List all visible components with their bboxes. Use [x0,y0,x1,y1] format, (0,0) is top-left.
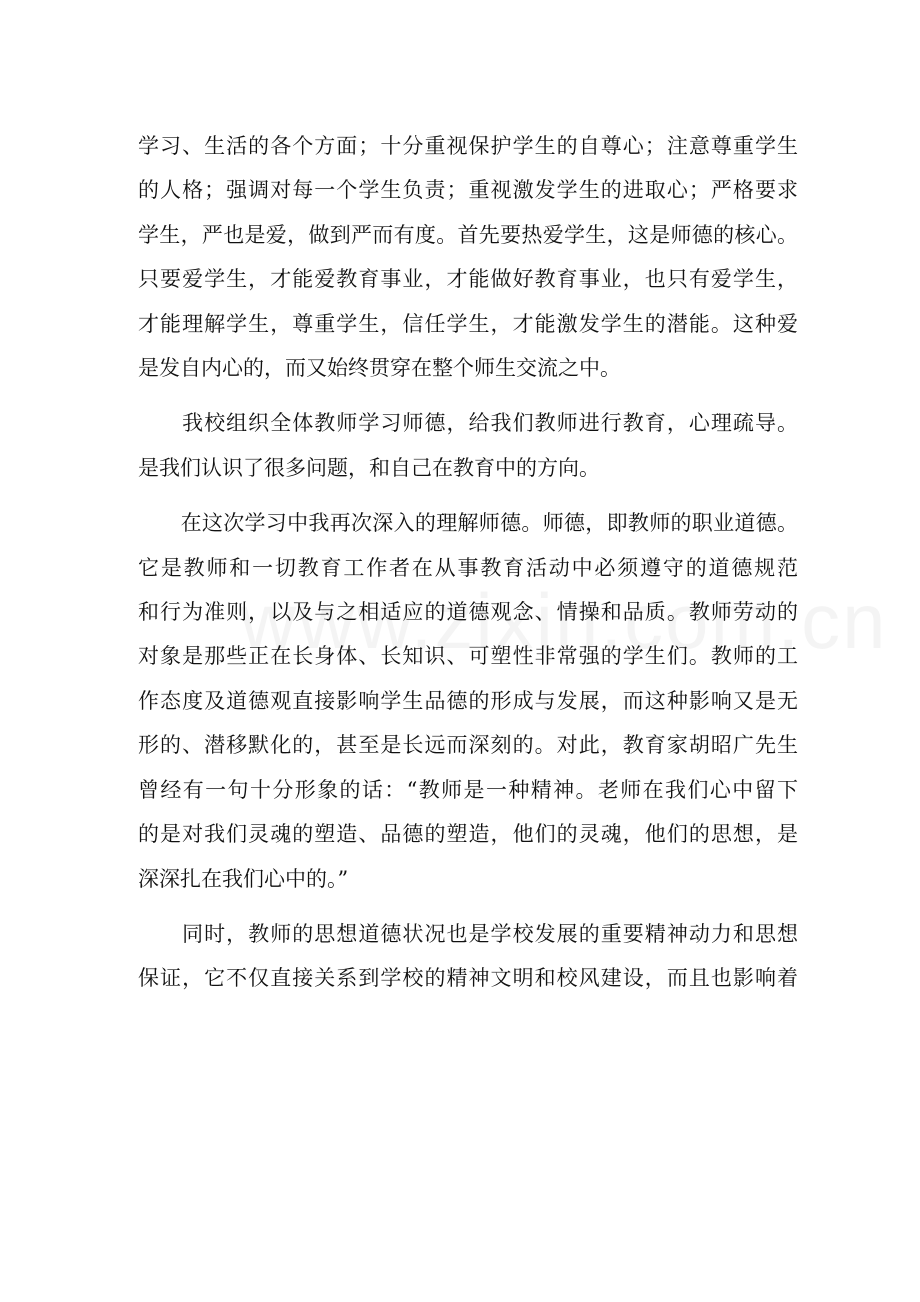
text-line: 是我们认识了很多问题，和自己在教育中的方向。 [138,455,600,480]
text-line: 作态度及道德观直接影响学生品德的形成与发展，而这种影响又是无 [138,688,798,713]
document-body [138,124,798,1001]
text-line: 同时，教师的思想道德状况也是学校发展的重要精神动力和思想 [138,921,798,946]
text-line: 的是对我们灵魂的塑造、品德的塑造，他们的灵魂，他们的思想，是 [138,822,798,847]
paragraph-3 [138,501,798,901]
text-line: 我校组织全体教师学习师德，给我们教师进行教育，心理疏导。 [138,411,798,436]
text-line: 的人格；强调对每一个学生负责；重视激发学生的进取心；严格要求 [138,178,798,203]
text-line: 深深扎在我们心中的。” [138,866,349,891]
text-line: 才能理解学生，尊重学生，信任学生，才能激发学生的潜能。这种爱 [138,311,798,336]
text-line: 保证，它不仅直接关系到学校的精神文明和校风建设，而且也影响着 [138,966,798,991]
text-line: 在这次学习中我再次深入的理解师德。师德，即教师的职业道德。 [138,511,798,536]
text-line: 只要爱学生，才能爱教育事业，才能做好教育事业，也只有爱学生， [138,267,798,292]
text-line: 和行为准则，以及与之相适应的道德观念、情操和品质。教师劳动的 [138,600,798,625]
text-line: 曾经有一句十分形象的话：“教师是一种精神。老师在我们心中留下 [138,777,798,802]
paragraph-4 [138,912,798,1001]
text-line: 学习、生活的各个方面；十分重视保护学生的自尊心；注意尊重学生 [138,134,798,158]
paragraph-2 [138,401,798,490]
text-line: 它是教师和一切教育工作者在从事教育活动中必须遵守的道德规范 [138,555,798,580]
text-line: 学生，严也是爱，做到严而有度。首先要热爱学生，这是师德的核心。 [138,222,798,247]
text-line: 是发自内心的，而又始终贯穿在整个师生交流之中。 [138,356,621,381]
paragraph-1 [138,124,798,390]
text-line: 对象是那些正在长身体、长知识、可塑性非常强的学生们。教师的工 [138,644,798,669]
text-line: 形的、潜移默化的，甚至是长远而深刻的。对此，教育家胡昭广先生 [138,733,798,758]
